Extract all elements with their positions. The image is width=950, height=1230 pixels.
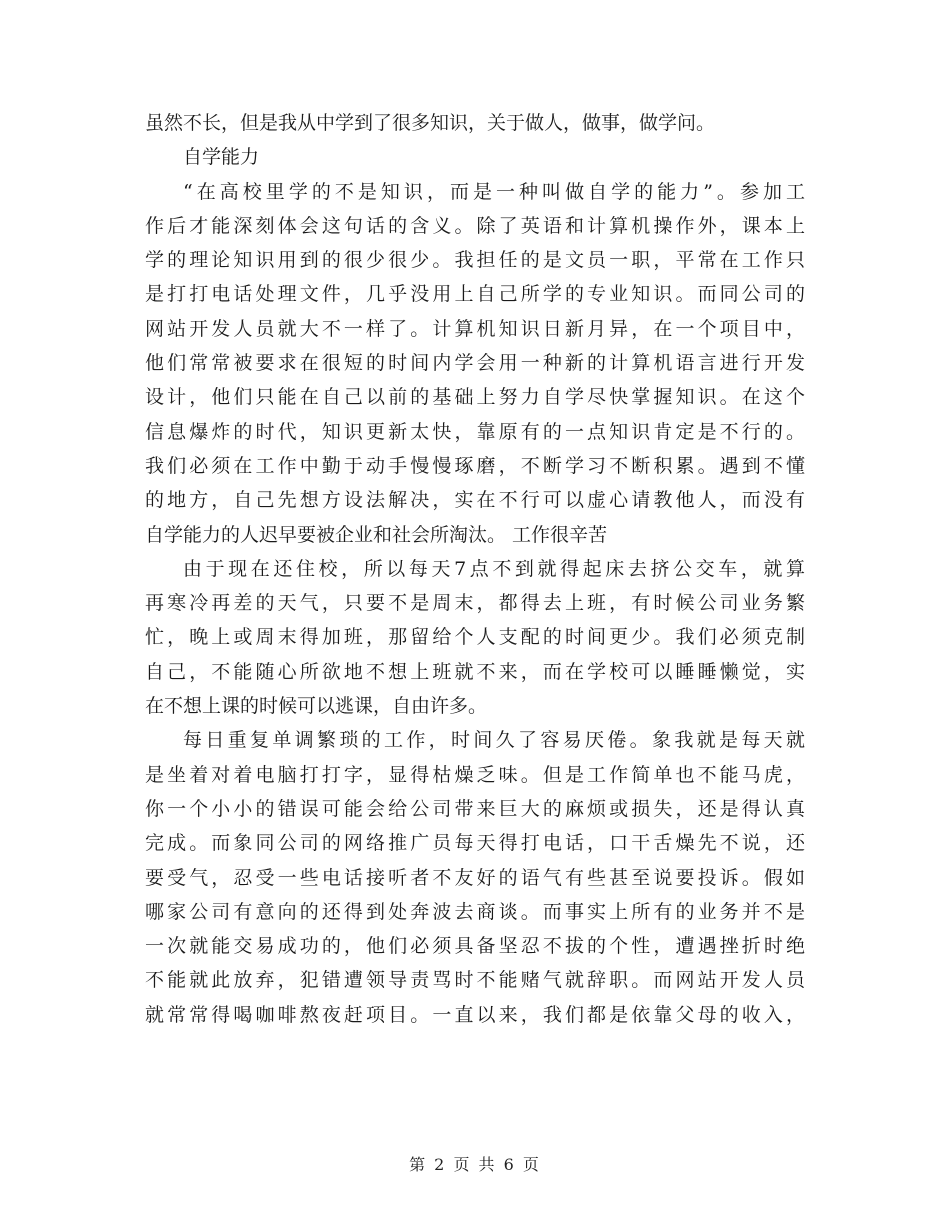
document-body: [145, 106, 805, 1032]
text-line: 是坐着对着电脑打打字，显得枯燥乏味。但是工作简单也不能马虎，: [145, 763, 805, 786]
text-line: 他们常常被要求在很短的时间内学会用一种新的计算机语言进行开发: [145, 352, 805, 375]
text-line: 就常常得喝咖啡熬夜赶项目。一直以来，我们都是依靠父母的收入，: [145, 1003, 805, 1026]
text-line: 自学能力: [183, 146, 260, 169]
text-line: 作后才能深刻体会这句话的含义。除了英语和计算机操作外，课本上: [145, 214, 805, 237]
text-line: 由于现在还住校，所以每天7点不到就得起床去挤公交车，就算: [183, 557, 805, 580]
text-line: 是打打电话处理文件，几乎没用上自己所学的专业知识。而同公司的: [145, 283, 805, 306]
text-line: 一次就能交易成功的，他们必须具备坚忍不拔的个性，遭遇挫折时绝: [145, 935, 805, 958]
text-line: 网站开发人员就大不一样了。计算机知识日新月异，在一个项目中，: [145, 317, 805, 340]
text-line: 要受气，忍受一些电话接听者不友好的语气有些甚至说要投诉。假如: [145, 866, 805, 889]
text-line: 学的理论知识用到的很少很少。我担任的是文员一职，平常在工作只: [145, 249, 805, 272]
text-line: 我们必须在工作中勤于动手慢慢琢磨，不断学习不断积累。遇到不懂: [145, 454, 805, 477]
page-footer: 第 2 页 共 6 页: [409, 1155, 541, 1174]
text-line: 在不想上课的时候可以逃课，自由许多。: [145, 695, 488, 718]
text-line: 忙，晚上或周末得加班，那留给个人支配的时间更少。我们必须克制: [145, 626, 805, 649]
text-line: 每日重复单调繁琐的工作，时间久了容易厌倦。象我就是每天就: [183, 729, 805, 752]
text-line: 自己，不能随心所欲地不想上班就不来，而在学校可以睡睡懒觉，实: [145, 660, 805, 683]
text-line: 不能就此放弃，犯错遭领导责骂时不能赌气就辞职。而网站开发人员: [145, 969, 805, 992]
text-line: 设计，他们只能在自己以前的基础上努力自学尽快掌握知识。在这个: [145, 386, 805, 409]
text-line: 再寒冷再差的天气，只要不是周末，都得去上班，有时候公司业务繁: [145, 592, 805, 615]
text-line: 信息爆炸的时代，知识更新太快，靠原有的一点知识肯定是不行的。: [145, 420, 805, 443]
text-line: 完成。而象同公司的网络推广员每天得打电话，口干舌燥先不说，还: [145, 832, 805, 855]
text-line: 的地方，自己先想方设法解决，实在不行可以虚心请教他人，而没有: [145, 489, 805, 512]
text-line: 自学能力的人迟早要被企业和社会所淘汰。 工作很辛苦: [145, 523, 608, 546]
text-line: 你一个小小的错误可能会给公司带来巨大的麻烦或损失，还是得认真: [145, 797, 805, 820]
text-line: “在高校里学的不是知识，而是一种叫做自学的能力”。参加工: [183, 180, 805, 203]
text-line: 虽然不长，但是我从中学到了很多知识，关于做人，做事，做学问。: [145, 112, 716, 134]
text-line: 哪家公司有意向的还得到处奔波去商谈。而事实上所有的业务并不是: [145, 900, 805, 923]
